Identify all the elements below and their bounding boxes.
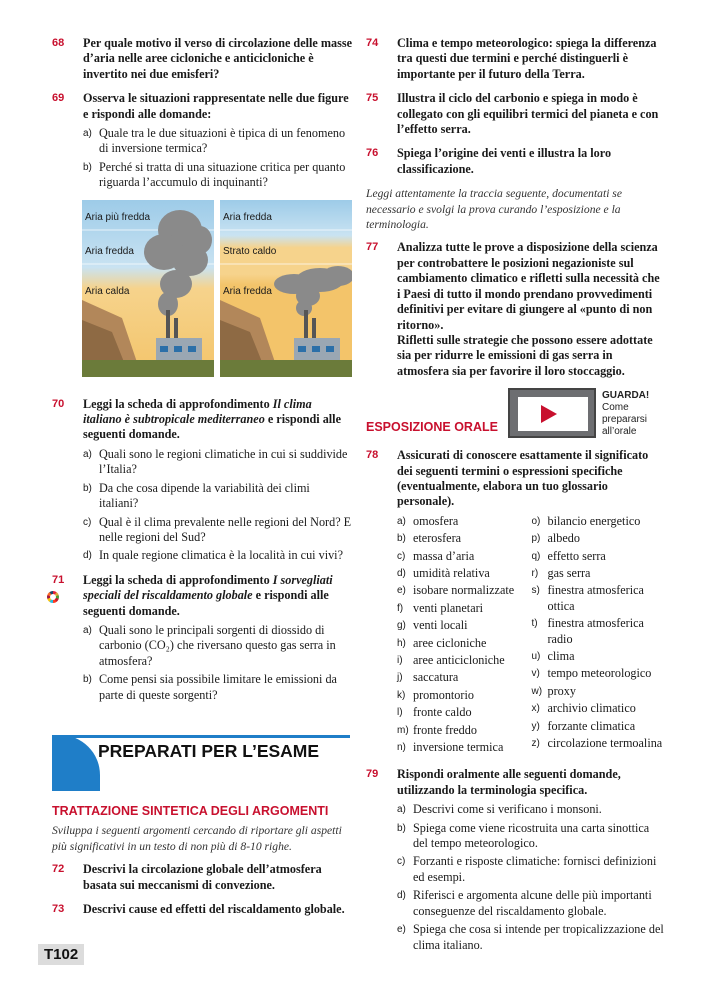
- question-73: [52, 902, 350, 917]
- glossary-term: [397, 740, 532, 755]
- layer-label: Strato caldo: [223, 245, 277, 257]
- term-letter: t): [531, 618, 538, 630]
- scheda-title: Il clima italiano è subtropicale mediterraneo: [83, 396, 312, 427]
- subquestion: [397, 888, 666, 919]
- term-text: finestra atmosferica radio: [547, 616, 644, 646]
- question-78: [366, 448, 666, 510]
- guarda-title: GUARDA!: [602, 390, 650, 402]
- subsection-title: TRATTAZIONE SINTETICA DEGLI ARGOMENTI: [52, 804, 329, 818]
- glossary-term: [397, 514, 532, 529]
- question-71: [52, 573, 352, 619]
- term-text: circolazione termoalina: [547, 736, 663, 751]
- subquestion-text: Spiega come viene ricostruita una carta sinottica del tempo meteorologico.: [413, 820, 650, 851]
- term-letter: c): [397, 550, 406, 562]
- question-text: Descrivi cause ed effetti del riscaldamento globale.: [83, 902, 345, 917]
- term-text: venti locali: [413, 618, 468, 633]
- term-text: clima: [547, 649, 575, 663]
- glossary-term: [397, 549, 532, 564]
- subquestion-letter: b): [83, 482, 92, 494]
- question-70: [52, 397, 352, 443]
- term-letter: g): [397, 620, 406, 632]
- glossary-term: [532, 514, 667, 529]
- right-column: [366, 36, 666, 962]
- question-74: [366, 36, 666, 82]
- question-number: 77: [366, 241, 379, 254]
- page-number: T102: [38, 944, 84, 965]
- term-letter: v): [531, 668, 540, 680]
- question-number: 68: [52, 37, 65, 49]
- question-number: 78: [366, 449, 379, 462]
- glossary-list: [397, 514, 666, 758]
- question-number: 70: [52, 397, 65, 410]
- question-text-part: Analizza tutte le prove a disposizione della scienza per controbattere le posizioni negazioniste sul cambiamento climatico e rifletti sulla necessità che i Paesi di tutto il mondo prendano provvedimenti definitivi per evitare di giungere al «punto di non ritorno».: [397, 240, 660, 332]
- exam-prep-section: [52, 735, 350, 926]
- question-text-part: Rifletti sulle strategie che possono essere adottate sia per ridurre le emissioni di gas serra in atmosfera sia per favorire il loro stoccaggio.: [397, 332, 653, 378]
- subquestion-text: Forzanti e risposte climatiche: fornisci definizioni ed esempi.: [413, 854, 657, 884]
- subsection-title: ESPOSIZIONE ORALE: [366, 420, 498, 435]
- term-text: fronte freddo: [413, 722, 477, 737]
- term-text: tempo meteorologico: [547, 666, 652, 681]
- term-letter: u): [531, 651, 541, 662]
- guarda-label[interactable]: [602, 390, 649, 438]
- subquestion-letter: d): [397, 890, 406, 902]
- question-number: 71: [52, 573, 65, 586]
- subquestion-text: Come pensi sia possibile limitare le emissioni da parte di queste sorgenti?: [99, 672, 337, 702]
- term-letter: z): [531, 738, 540, 750]
- subquestion-letter: a): [83, 128, 92, 140]
- subquestion-letter: b): [397, 822, 406, 834]
- term-letter: n): [397, 742, 406, 754]
- guarda-video-link[interactable]: [508, 388, 666, 440]
- subquestion: [397, 854, 666, 885]
- subquestion-letter: c): [397, 856, 406, 868]
- section-title: PREPARATI PER L’ESAME: [98, 741, 320, 761]
- question-text-part: Leggi la scheda di approfondimento: [83, 396, 273, 411]
- term-letter: b): [397, 533, 406, 545]
- term-text: omosfera: [413, 513, 459, 528]
- banner-accent: [52, 735, 100, 791]
- term-text: massa d’aria: [413, 548, 475, 563]
- inversion-figures: [82, 200, 352, 377]
- subquestion-letter: e): [397, 924, 406, 936]
- glossary-term: [397, 583, 532, 598]
- subquestion-text: Descrivi come si verificano i monsoni.: [413, 802, 602, 817]
- subquestion: [83, 672, 352, 703]
- question-text: [83, 397, 352, 443]
- layer-label: Aria più fredda: [85, 211, 151, 223]
- glossary-term: [397, 670, 532, 685]
- layer-label: Aria fredda: [85, 245, 134, 257]
- term-text: albedo: [547, 531, 580, 546]
- subquestion: [83, 515, 352, 546]
- question-77: [366, 240, 666, 379]
- play-icon[interactable]: [541, 405, 557, 423]
- term-text: umidità relativa: [413, 565, 490, 580]
- term-letter: j): [397, 672, 403, 684]
- term-text: aree cicloniche: [413, 635, 487, 650]
- subquestion-text: Quali sono le principali sorgenti di diossido di carbonio (CO₂) che riversano questo gas serra in atmosfera?: [99, 622, 336, 668]
- subquestion-letter: a): [397, 804, 406, 816]
- question-text: [397, 240, 666, 379]
- term-text: archivio climatico: [547, 701, 636, 716]
- question-text: Per quale motivo il verso di circolazione delle masse d’aria nelle aree cicloniche e anticicloniche è invertito nei due emisferi?: [83, 36, 352, 81]
- sdg-wheel-icon: [47, 591, 59, 603]
- term-letter: q): [531, 550, 541, 562]
- subquestion-text: Quale tra le due situazioni è tipica di un fenomeno di inversione termica?: [99, 126, 346, 156]
- term-text: bilancio energetico: [547, 513, 641, 528]
- glossary-term: [397, 618, 532, 633]
- subquestion: [83, 481, 352, 512]
- term-letter: y): [531, 720, 540, 732]
- subquestion-letter: b): [83, 674, 92, 686]
- subquestion-text: Perché si tratta di una situazione critica per quanto riguarda l’accumulo di inquinanti?: [99, 159, 346, 190]
- subquestions-69: [83, 126, 352, 191]
- glossary-term: [532, 719, 667, 734]
- exam-prep-banner: [52, 735, 350, 791]
- glossary-term: [532, 701, 667, 716]
- question-text: Osserva le situazioni rappresentate nelle due figure e rispondi alle domande:: [83, 91, 349, 121]
- question-number: 73: [52, 903, 65, 916]
- subquestion: [83, 447, 352, 478]
- term-letter: f): [397, 602, 404, 614]
- left-column: [52, 36, 352, 712]
- question-72: [52, 862, 350, 893]
- guarda-text: all’orale: [602, 426, 637, 438]
- question-text: Illustra il ciclo del carbonio e spiega in modo è collegato con gli equilibri termici del pianeta e con l’effetto serra.: [397, 91, 659, 137]
- glossary-term: [532, 549, 667, 564]
- glossary-term: [532, 566, 667, 581]
- glossary-term: [532, 666, 667, 681]
- glossary-term: [532, 616, 667, 647]
- subquestion-text: Qual è il clima prevalente nelle regioni del Nord? E nelle regioni del Sud?: [99, 514, 352, 544]
- section-instructions: Leggi attentamente la traccia seguente, documentati se necessario e svolgi la prova curando l’esposizione e la terminologia.: [366, 187, 622, 232]
- question-68: [52, 36, 352, 82]
- question-number: 74: [366, 37, 379, 49]
- glossary-term: [397, 723, 532, 738]
- section-instructions: Sviluppa i seguenti argomenti cercando di riportare gli aspetti più significativi in un testo di non più di 8-10 righe.: [52, 824, 342, 853]
- subquestion: [83, 548, 352, 563]
- term-letter: p): [531, 533, 541, 545]
- term-letter: l): [397, 707, 403, 719]
- question-text: Assicurati di conoscere esattamente il significato dei seguenti termini o espressioni specifiche (eventualmente, elabora un tuo glossario personale).: [397, 448, 649, 509]
- subquestion-text: Da che cosa dipende la variabilità dei climi italiani?: [99, 480, 310, 511]
- glossary-term: [397, 688, 532, 703]
- term-text: finestra atmosferica ottica: [547, 583, 644, 613]
- term-letter: d): [397, 567, 406, 579]
- glossary-term: [532, 531, 667, 546]
- guarda-text: prepararsi: [602, 414, 648, 426]
- subquestion-text: Quali sono le regioni climatiche in cui si suddivide l’Italia?: [99, 446, 348, 477]
- question-number: 72: [52, 863, 65, 876]
- video-player-icon[interactable]: [508, 388, 596, 438]
- subquestions-70: [83, 447, 352, 564]
- subquestion-text: Riferisci e argomenta alcune delle più importanti conseguenze del riscaldamento globale.: [413, 888, 652, 918]
- subquestion-text: In quale regione climatica è la località in cui vivi?: [99, 548, 343, 563]
- glossary-term: [397, 566, 532, 581]
- term-text: forzante climatica: [547, 718, 636, 733]
- subquestion-letter: c): [83, 516, 92, 528]
- glossary-term: [397, 705, 532, 720]
- term-text: proxy: [547, 683, 576, 698]
- subquestion-letter: d): [83, 550, 92, 562]
- term-text: promontorio: [413, 687, 474, 702]
- term-letter: a): [397, 515, 406, 527]
- term-text: saccatura: [413, 670, 459, 685]
- layer-label: Aria calda: [85, 285, 130, 297]
- subquestion: [397, 922, 666, 953]
- question-number: 75: [366, 92, 379, 105]
- term-letter: s): [531, 585, 540, 597]
- term-text: inversione termica: [413, 740, 504, 755]
- question-number: 76: [366, 147, 379, 160]
- term-letter: o): [531, 515, 541, 527]
- figure-normal: [82, 200, 214, 377]
- subquestion: [83, 623, 352, 669]
- banner-rule: [52, 735, 350, 738]
- question-76: [366, 146, 666, 177]
- layer-label: Aria fredda: [223, 285, 272, 297]
- term-text: gas serra: [547, 565, 591, 580]
- term-text: venti planetari: [413, 600, 484, 615]
- question-number: 79: [366, 768, 379, 781]
- glossary-term: [532, 583, 667, 614]
- question-text-part: e rispondi alle seguenti domande.: [83, 588, 329, 618]
- term-letter: k): [397, 689, 406, 701]
- question-69: [52, 91, 352, 122]
- question-number: 69: [52, 92, 65, 105]
- question-75: [366, 91, 666, 137]
- figure-inversion: [220, 200, 352, 377]
- glossary-term: [532, 736, 667, 751]
- term-text: isobare normalizzate: [413, 583, 515, 598]
- term-letter: i): [397, 655, 403, 666]
- term-text: fronte caldo: [413, 705, 472, 720]
- glossary-column-2: [532, 514, 667, 758]
- subquestion-text: Spiega che cosa si intende per tropicalizzazione del clima italiano.: [413, 922, 664, 952]
- glossary-term: [397, 601, 532, 616]
- subquestion: [83, 160, 352, 191]
- question-text: Rispondi oralmente alle seguenti domande, utilizzando la terminologia specifica.: [397, 767, 621, 797]
- term-text: eterosfera: [413, 531, 462, 546]
- subquestions-79: [397, 802, 666, 953]
- glossary-term: [532, 684, 667, 699]
- term-letter: x): [531, 703, 540, 715]
- term-letter: w): [531, 685, 543, 697]
- glossary-term: [397, 653, 532, 668]
- orale-header: [366, 388, 666, 442]
- question-text: Spiega l’origine dei venti e illustra la loro classificazione.: [397, 146, 612, 176]
- glossary-term: [397, 636, 532, 651]
- term-text: effetto serra: [547, 548, 606, 563]
- question-79: [366, 767, 666, 798]
- question-text-part: Leggi la scheda di approfondimento: [83, 572, 273, 587]
- scheda-title: I sorvegliati speciali del riscaldamento globale: [83, 572, 333, 603]
- glossary-term: [397, 531, 532, 546]
- subquestion-letter: a): [83, 448, 92, 460]
- guarda-text: Come: [602, 402, 629, 414]
- term-letter: m): [397, 724, 409, 736]
- term-text: aree anticicloniche: [413, 653, 505, 667]
- subquestion-letter: b): [83, 161, 92, 173]
- question-text-part: e rispondi alle seguenti domande.: [83, 412, 341, 442]
- layer-label: Aria fredda: [223, 211, 272, 223]
- question-text: Clima e tempo meteorologico: spiega la differenza tra questi due termini e perché distinguerli è importante per il futuro della Terra.: [397, 36, 657, 81]
- subquestion-letter: a): [83, 624, 92, 636]
- subquestion: [397, 821, 666, 852]
- subquestion: [83, 126, 352, 157]
- subquestions-71: [83, 623, 352, 703]
- subquestion: [397, 802, 666, 817]
- term-letter: h): [397, 637, 406, 649]
- glossary-term: [532, 649, 667, 664]
- glossary-column-1: [397, 514, 532, 758]
- question-text: Descrivi la circolazione globale dell’atmosfera basata sui meccanismi di convezione.: [83, 862, 322, 892]
- term-letter: r): [531, 567, 539, 579]
- question-text: [83, 573, 352, 619]
- term-letter: e): [397, 585, 406, 597]
